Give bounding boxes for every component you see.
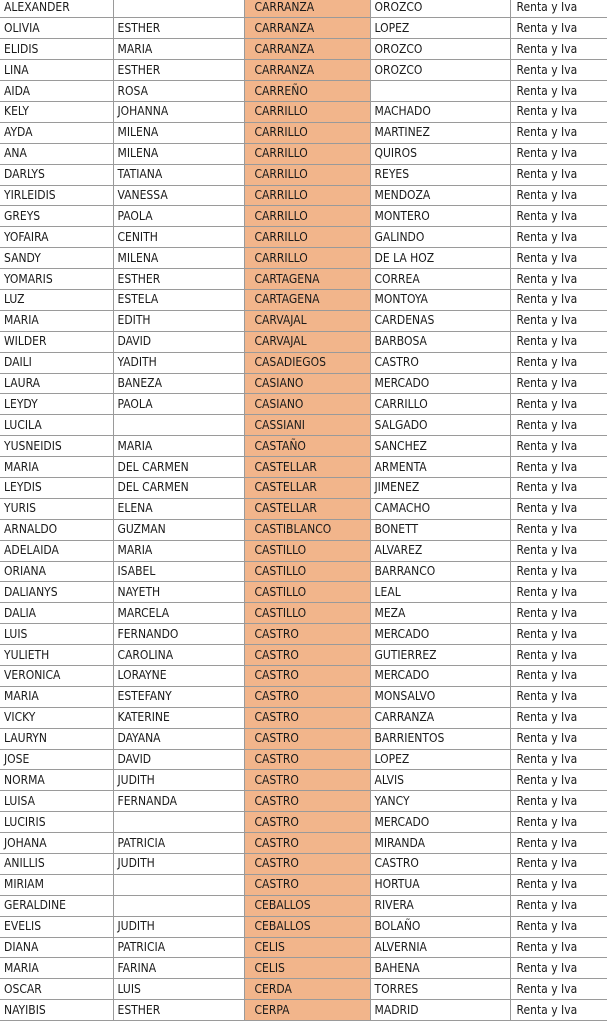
segundo-apellido-cell[interactable]: CARDENAS [370, 310, 510, 331]
table-row [0, 436, 607, 457]
segundo-apellido-cell[interactable]: QUIROS [370, 143, 510, 164]
table-row [0, 331, 607, 352]
segundo-nombre-cell[interactable]: FARINA [113, 958, 244, 979]
primer-apellido-cell[interactable]: CASTIBLANCO [244, 519, 370, 540]
tipo-cell[interactable]: Renta y Iva [510, 791, 607, 812]
table-row [0, 833, 607, 854]
tipo-cell[interactable]: Renta y Iva [510, 519, 607, 540]
tipo-cell[interactable]: Renta y Iva [510, 540, 607, 561]
primer-apellido-cell[interactable]: CASTILLO [244, 582, 370, 603]
segundo-apellido-cell[interactable]: OROZCO [370, 0, 510, 18]
segundo-apellido-cell[interactable]: SANCHEZ [370, 436, 510, 457]
nombre-cell[interactable]: YURIS [0, 498, 113, 519]
segundo-nombre-cell[interactable]: ROSA [113, 81, 244, 102]
tipo-cell[interactable]: Renta y Iva [510, 227, 607, 248]
segundo-nombre-cell[interactable]: TATIANA [113, 164, 244, 185]
segundo-nombre-cell[interactable]: ELENA [113, 498, 244, 519]
primer-apellido-cell[interactable]: CARRANZA [244, 0, 370, 18]
table-row [0, 1000, 607, 1021]
tipo-cell[interactable]: Renta y Iva [510, 310, 607, 331]
nombre-cell[interactable]: LINA [0, 60, 113, 81]
primer-apellido-cell[interactable]: CASTRO [244, 833, 370, 854]
primer-apellido-cell[interactable]: CERPA [244, 1000, 370, 1021]
table-row [0, 519, 607, 540]
table-row [0, 164, 607, 185]
tipo-cell[interactable]: Renta y Iva [510, 833, 607, 854]
tipo-cell[interactable]: Renta y Iva [510, 436, 607, 457]
table-row [0, 0, 607, 18]
segundo-nombre-cell[interactable]: MARIA [113, 39, 244, 60]
primer-apellido-cell[interactable]: CASTELLAR [244, 477, 370, 498]
segundo-nombre-cell[interactable]: MILENA [113, 122, 244, 143]
primer-apellido-cell[interactable]: CASSIANI [244, 415, 370, 436]
tipo-cell[interactable]: Renta y Iva [510, 812, 607, 833]
segundo-nombre-cell[interactable]: MILENA [113, 143, 244, 164]
table-row [0, 18, 607, 39]
tipo-cell[interactable]: Renta y Iva [510, 373, 607, 394]
table-row [0, 686, 607, 707]
primer-apellido-cell[interactable]: CARRILLO [244, 143, 370, 164]
primer-apellido-cell[interactable]: CARRANZA [244, 60, 370, 81]
nombre-cell[interactable]: LEYDY [0, 394, 113, 415]
tipo-cell[interactable]: Renta y Iva [510, 289, 607, 310]
nombre-cell[interactable]: JOHANA [0, 833, 113, 854]
segundo-nombre-cell[interactable] [113, 0, 244, 18]
table-row [0, 185, 607, 206]
tipo-cell[interactable]: Renta y Iva [510, 269, 607, 290]
nombre-cell[interactable]: GREYS [0, 206, 113, 227]
nombre-cell[interactable]: EVELIS [0, 916, 113, 937]
nombre-cell[interactable]: LAURA [0, 373, 113, 394]
segundo-nombre-cell[interactable]: ISABEL [113, 561, 244, 582]
segundo-nombre-cell[interactable]: JUDITH [113, 916, 244, 937]
nombre-cell[interactable]: ADELAIDA [0, 540, 113, 561]
nombre-cell[interactable]: NORMA [0, 770, 113, 791]
segundo-apellido-cell[interactable]: DE LA HOZ [370, 248, 510, 269]
segundo-apellido-cell[interactable]: BAHENA [370, 958, 510, 979]
tipo-cell[interactable]: Renta y Iva [510, 39, 607, 60]
table-row [0, 958, 607, 979]
nombre-cell[interactable]: ELIDIS [0, 39, 113, 60]
nombre-cell[interactable]: ANILLIS [0, 854, 113, 875]
primer-apellido-cell[interactable]: CARRILLO [244, 227, 370, 248]
segundo-nombre-cell[interactable]: DAYANA [113, 728, 244, 749]
tipo-cell[interactable]: Renta y Iva [510, 477, 607, 498]
table-row [0, 310, 607, 331]
segundo-apellido-cell[interactable]: LOPEZ [370, 749, 510, 770]
segundo-apellido-cell[interactable]: CASTRO [370, 854, 510, 875]
table-row [0, 791, 607, 812]
primer-apellido-cell[interactable]: CASTRO [244, 707, 370, 728]
segundo-nombre-cell[interactable]: JOHANNA [113, 101, 244, 122]
tipo-cell[interactable]: Renta y Iva [510, 101, 607, 122]
segundo-apellido-cell[interactable]: MERCADO [370, 373, 510, 394]
segundo-apellido-cell[interactable]: BOLAÑO [370, 916, 510, 937]
segundo-apellido-cell[interactable]: ARMENTA [370, 457, 510, 478]
tipo-cell[interactable]: Renta y Iva [510, 854, 607, 875]
segundo-nombre-cell[interactable] [113, 895, 244, 916]
segundo-nombre-cell[interactable] [113, 415, 244, 436]
table-row [0, 895, 607, 916]
segundo-nombre-cell[interactable]: PAOLA [113, 206, 244, 227]
tipo-cell[interactable]: Renta y Iva [510, 81, 607, 102]
primer-apellido-cell[interactable]: CASTILLO [244, 603, 370, 624]
nombre-cell[interactable]: AIDA [0, 81, 113, 102]
segundo-apellido-cell[interactable]: MARTINEZ [370, 122, 510, 143]
table-row [0, 248, 607, 269]
table-row [0, 227, 607, 248]
tipo-cell[interactable]: Renta y Iva [510, 457, 607, 478]
segundo-nombre-cell[interactable]: DEL CARMEN [113, 457, 244, 478]
nombre-cell[interactable]: YOMARIS [0, 269, 113, 290]
primer-apellido-cell[interactable]: CEBALLOS [244, 895, 370, 916]
nombre-cell[interactable]: KELY [0, 101, 113, 122]
tipo-cell[interactable]: Renta y Iva [510, 143, 607, 164]
segundo-nombre-cell[interactable]: VANESSA [113, 185, 244, 206]
tipo-cell[interactable]: Renta y Iva [510, 206, 607, 227]
primer-apellido-cell[interactable]: CASTELLAR [244, 498, 370, 519]
segundo-apellido-cell[interactable]: HORTUA [370, 874, 510, 895]
primer-apellido-cell[interactable]: CASADIEGOS [244, 352, 370, 373]
nombre-cell[interactable]: DAILI [0, 352, 113, 373]
primer-apellido-cell[interactable]: CARTAGENA [244, 269, 370, 290]
table-row [0, 666, 607, 687]
segundo-apellido-cell[interactable]: REYES [370, 164, 510, 185]
tipo-cell[interactable]: Renta y Iva [510, 582, 607, 603]
tipo-cell[interactable]: Renta y Iva [510, 352, 607, 373]
table-row [0, 122, 607, 143]
segundo-apellido-cell[interactable]: MONTERO [370, 206, 510, 227]
table-row [0, 874, 607, 895]
primer-apellido-cell[interactable]: CASTRO [244, 812, 370, 833]
primer-apellido-cell[interactable]: CARRILLO [244, 185, 370, 206]
tipo-cell[interactable]: Renta y Iva [510, 0, 607, 18]
nombre-cell[interactable]: ALEXANDER [0, 0, 113, 18]
segundo-apellido-cell[interactable]: YANCY [370, 791, 510, 812]
nombre-cell[interactable]: ANA [0, 143, 113, 164]
table-row [0, 457, 607, 478]
nombre-cell[interactable]: LUZ [0, 289, 113, 310]
table-row [0, 101, 607, 122]
segundo-apellido-cell[interactable]: MONSALVO [370, 686, 510, 707]
nombre-cell[interactable]: YULIETH [0, 645, 113, 666]
segundo-nombre-cell[interactable]: JUDITH [113, 770, 244, 791]
primer-apellido-cell[interactable]: CARRANZA [244, 18, 370, 39]
primer-apellido-cell[interactable]: CARTAGENA [244, 289, 370, 310]
segundo-apellido-cell[interactable]: BARRIENTOS [370, 728, 510, 749]
nombre-cell[interactable]: OSCAR [0, 979, 113, 1000]
tipo-cell[interactable]: Renta y Iva [510, 122, 607, 143]
nombre-cell[interactable]: MARIA [0, 310, 113, 331]
segundo-nombre-cell[interactable]: BANEZA [113, 373, 244, 394]
primer-apellido-cell[interactable]: CELIS [244, 937, 370, 958]
segundo-apellido-cell[interactable]: MENDOZA [370, 185, 510, 206]
segundo-nombre-cell[interactable]: DEL CARMEN [113, 477, 244, 498]
segundo-nombre-cell[interactable]: ESTEFANY [113, 686, 244, 707]
nombre-cell[interactable]: LEYDIS [0, 477, 113, 498]
table-row [0, 603, 607, 624]
segundo-apellido-cell[interactable]: ALVIS [370, 770, 510, 791]
tipo-cell[interactable]: Renta y Iva [510, 937, 607, 958]
segundo-nombre-cell[interactable]: DAVID [113, 749, 244, 770]
segundo-apellido-cell[interactable]: BARBOSA [370, 331, 510, 352]
table-row [0, 937, 607, 958]
segundo-nombre-cell[interactable]: MILENA [113, 248, 244, 269]
nombre-cell[interactable]: DALIANYS [0, 582, 113, 603]
table-row [0, 394, 607, 415]
primer-apellido-cell[interactable]: CASTRO [244, 686, 370, 707]
nombre-cell[interactable]: VICKY [0, 707, 113, 728]
nombre-cell[interactable]: VERONICA [0, 666, 113, 687]
primer-apellido-cell[interactable]: CARRILLO [244, 206, 370, 227]
table-row [0, 81, 607, 102]
nombre-cell[interactable]: YOFAIRA [0, 227, 113, 248]
nombre-cell[interactable]: MARIA [0, 457, 113, 478]
segundo-nombre-cell[interactable]: FERNANDO [113, 624, 244, 645]
primer-apellido-cell[interactable]: CELIS [244, 958, 370, 979]
primer-apellido-cell[interactable]: CASTRO [244, 854, 370, 875]
table-row [0, 707, 607, 728]
segundo-nombre-cell[interactable] [113, 874, 244, 895]
tipo-cell[interactable]: Renta y Iva [510, 874, 607, 895]
tipo-cell[interactable]: Renta y Iva [510, 707, 607, 728]
tipo-cell[interactable]: Renta y Iva [510, 1000, 607, 1021]
primer-apellido-cell[interactable]: CARRILLO [244, 122, 370, 143]
nombre-cell[interactable]: LUCILA [0, 415, 113, 436]
primer-apellido-cell[interactable]: CASTRO [244, 624, 370, 645]
tipo-cell[interactable]: Renta y Iva [510, 916, 607, 937]
nombre-cell[interactable]: MARIA [0, 958, 113, 979]
nombre-cell[interactable]: JOSE [0, 749, 113, 770]
segundo-nombre-cell[interactable]: ESTHER [113, 18, 244, 39]
tipo-cell[interactable]: Renta y Iva [510, 749, 607, 770]
table-row [0, 645, 607, 666]
table-row [0, 728, 607, 749]
tipo-cell[interactable]: Renta y Iva [510, 248, 607, 269]
table-row [0, 582, 607, 603]
primer-apellido-cell[interactable]: CASIANO [244, 394, 370, 415]
tipo-cell[interactable]: Renta y Iva [510, 394, 607, 415]
table-row [0, 979, 607, 1000]
segundo-nombre-cell[interactable]: PAOLA [113, 394, 244, 415]
segundo-nombre-cell[interactable]: DAVID [113, 331, 244, 352]
nombre-cell[interactable]: WILDER [0, 331, 113, 352]
segundo-apellido-cell[interactable]: MERCADO [370, 812, 510, 833]
segundo-apellido-cell[interactable]: TORRES [370, 979, 510, 1000]
segundo-apellido-cell[interactable]: MERCADO [370, 666, 510, 687]
nombre-cell[interactable]: LUISA [0, 791, 113, 812]
segundo-apellido-cell[interactable]: GUTIERREZ [370, 645, 510, 666]
primer-apellido-cell[interactable]: CASTILLO [244, 540, 370, 561]
segundo-apellido-cell[interactable]: BARRANCO [370, 561, 510, 582]
segundo-apellido-cell[interactable]: CASTRO [370, 352, 510, 373]
primer-apellido-cell[interactable]: CASTRO [244, 645, 370, 666]
tipo-cell[interactable]: Renta y Iva [510, 666, 607, 687]
primer-apellido-cell[interactable]: CASTRO [244, 749, 370, 770]
segundo-nombre-cell[interactable]: ESTHER [113, 1000, 244, 1021]
segundo-nombre-cell[interactable]: YADITH [113, 352, 244, 373]
segundo-nombre-cell[interactable]: GUZMAN [113, 519, 244, 540]
segundo-apellido-cell[interactable]: MIRANDA [370, 833, 510, 854]
nombre-cell[interactable]: MARIA [0, 686, 113, 707]
segundo-apellido-cell[interactable]: MONTOYA [370, 289, 510, 310]
primer-apellido-cell[interactable]: CARVAJAL [244, 331, 370, 352]
nombre-cell[interactable]: YUSNEIDIS [0, 436, 113, 457]
table-row [0, 770, 607, 791]
table-row [0, 269, 607, 290]
primer-apellido-cell[interactable]: CARRILLO [244, 248, 370, 269]
nombre-cell[interactable]: YIRLEIDIS [0, 185, 113, 206]
primer-apellido-cell[interactable]: CARVAJAL [244, 310, 370, 331]
segundo-nombre-cell[interactable]: KATERINE [113, 707, 244, 728]
nombre-cell[interactable]: DIANA [0, 937, 113, 958]
segundo-apellido-cell[interactable]: SALGADO [370, 415, 510, 436]
table-row [0, 812, 607, 833]
tipo-cell[interactable]: Renta y Iva [510, 624, 607, 645]
tipo-cell[interactable]: Renta y Iva [510, 770, 607, 791]
primer-apellido-cell[interactable]: CASTRO [244, 874, 370, 895]
tipo-cell[interactable]: Renta y Iva [510, 603, 607, 624]
table-row [0, 143, 607, 164]
segundo-apellido-cell[interactable]: MACHADO [370, 101, 510, 122]
tipo-cell[interactable]: Renta y Iva [510, 979, 607, 1000]
segundo-nombre-cell[interactable]: CAROLINA [113, 645, 244, 666]
table-row [0, 624, 607, 645]
table-row [0, 749, 607, 770]
tipo-cell[interactable]: Renta y Iva [510, 561, 607, 582]
tipo-cell[interactable]: Renta y Iva [510, 895, 607, 916]
segundo-nombre-cell[interactable]: CENITH [113, 227, 244, 248]
segundo-apellido-cell[interactable]: LEAL [370, 582, 510, 603]
segundo-apellido-cell[interactable]: GALINDO [370, 227, 510, 248]
segundo-apellido-cell[interactable]: MEZA [370, 603, 510, 624]
tipo-cell[interactable]: Renta y Iva [510, 18, 607, 39]
segundo-nombre-cell[interactable]: JUDITH [113, 854, 244, 875]
nombre-cell[interactable]: ORIANA [0, 561, 113, 582]
nombre-cell[interactable]: LUIS [0, 624, 113, 645]
table-row [0, 39, 607, 60]
table-row [0, 854, 607, 875]
nombre-cell[interactable]: MIRIAM [0, 874, 113, 895]
segundo-apellido-cell[interactable]: MERCADO [370, 624, 510, 645]
primer-apellido-cell[interactable]: CASTILLO [244, 561, 370, 582]
segundo-apellido-cell[interactable]: CARRANZA [370, 707, 510, 728]
table-row [0, 540, 607, 561]
nombre-cell[interactable]: NAYIBIS [0, 1000, 113, 1021]
segundo-nombre-cell[interactable]: MARCELA [113, 603, 244, 624]
segundo-nombre-cell[interactable]: LUIS [113, 979, 244, 1000]
segundo-nombre-cell[interactable]: FERNANDA [113, 791, 244, 812]
segundo-apellido-cell[interactable]: CAMACHO [370, 498, 510, 519]
primer-apellido-cell[interactable]: CASTAÑO [244, 436, 370, 457]
table-row [0, 916, 607, 937]
segundo-apellido-cell[interactable]: MADRID [370, 1000, 510, 1021]
segundo-apellido-cell[interactable]: BONETT [370, 519, 510, 540]
segundo-apellido-cell[interactable]: CARRILLO [370, 394, 510, 415]
primer-apellido-cell[interactable]: CARRILLO [244, 164, 370, 185]
segundo-apellido-cell[interactable]: ALVAREZ [370, 540, 510, 561]
segundo-nombre-cell[interactable]: PATRICIA [113, 937, 244, 958]
nombre-cell[interactable]: SANDY [0, 248, 113, 269]
nombre-cell[interactable]: AYDA [0, 122, 113, 143]
primer-apellido-cell[interactable]: CEBALLOS [244, 916, 370, 937]
segundo-apellido-cell[interactable] [370, 81, 510, 102]
segundo-apellido-cell[interactable]: CORREA [370, 269, 510, 290]
tipo-cell[interactable]: Renta y Iva [510, 60, 607, 81]
segundo-nombre-cell[interactable]: ESTELA [113, 289, 244, 310]
segundo-nombre-cell[interactable]: EDITH [113, 310, 244, 331]
segundo-nombre-cell[interactable]: MARIA [113, 436, 244, 457]
segundo-nombre-cell[interactable]: LORAYNE [113, 666, 244, 687]
primer-apellido-cell[interactable]: CARRANZA [244, 39, 370, 60]
tipo-cell[interactable]: Renta y Iva [510, 686, 607, 707]
primer-apellido-cell[interactable]: CARRILLO [244, 101, 370, 122]
table-row [0, 289, 607, 310]
segundo-nombre-cell[interactable]: PATRICIA [113, 833, 244, 854]
table-row [0, 352, 607, 373]
table-row [0, 373, 607, 394]
segundo-apellido-cell[interactable]: JIMENEZ [370, 477, 510, 498]
primer-apellido-cell[interactable]: CASTRO [244, 666, 370, 687]
segundo-apellido-cell[interactable]: LOPEZ [370, 18, 510, 39]
primer-apellido-cell[interactable]: CASIANO [244, 373, 370, 394]
table-row [0, 561, 607, 582]
segundo-apellido-cell[interactable]: RIVERA [370, 895, 510, 916]
table-row [0, 60, 607, 81]
tipo-cell[interactable]: Renta y Iva [510, 415, 607, 436]
segundo-nombre-cell[interactable]: ESTHER [113, 269, 244, 290]
nombre-cell[interactable]: LAURYN [0, 728, 113, 749]
tipo-cell[interactable]: Renta y Iva [510, 185, 607, 206]
tipo-cell[interactable]: Renta y Iva [510, 958, 607, 979]
segundo-apellido-cell[interactable]: OROZCO [370, 39, 510, 60]
nombre-cell[interactable]: OLIVIA [0, 18, 113, 39]
nombre-cell[interactable]: DALIA [0, 603, 113, 624]
segundo-nombre-cell[interactable]: ESTHER [113, 60, 244, 81]
table-row [0, 477, 607, 498]
segundo-nombre-cell[interactable]: NAYETH [113, 582, 244, 603]
nombre-cell[interactable]: ARNALDO [0, 519, 113, 540]
segundo-nombre-cell[interactable] [113, 812, 244, 833]
nombre-cell[interactable]: LUCIRIS [0, 812, 113, 833]
table-row [0, 498, 607, 519]
primer-apellido-cell[interactable]: CASTRO [244, 770, 370, 791]
segundo-apellido-cell[interactable]: ALVERNIA [370, 937, 510, 958]
primer-apellido-cell[interactable]: CERDA [244, 979, 370, 1000]
segundo-apellido-cell[interactable]: OROZCO [370, 60, 510, 81]
primer-apellido-cell[interactable]: CASTRO [244, 791, 370, 812]
primer-apellido-cell[interactable]: CASTRO [244, 728, 370, 749]
table-row [0, 415, 607, 436]
primer-apellido-cell[interactable]: CARREÑO [244, 81, 370, 102]
table-row [0, 206, 607, 227]
nombre-cell[interactable]: DARLYS [0, 164, 113, 185]
tipo-cell[interactable]: Renta y Iva [510, 645, 607, 666]
primer-apellido-cell[interactable]: CASTELLAR [244, 457, 370, 478]
tipo-cell[interactable]: Renta y Iva [510, 331, 607, 352]
tipo-cell[interactable]: Renta y Iva [510, 164, 607, 185]
nombre-cell[interactable]: GERALDINE [0, 895, 113, 916]
tipo-cell[interactable]: Renta y Iva [510, 728, 607, 749]
segundo-nombre-cell[interactable]: MARIA [113, 540, 244, 561]
tipo-cell[interactable]: Renta y Iva [510, 498, 607, 519]
